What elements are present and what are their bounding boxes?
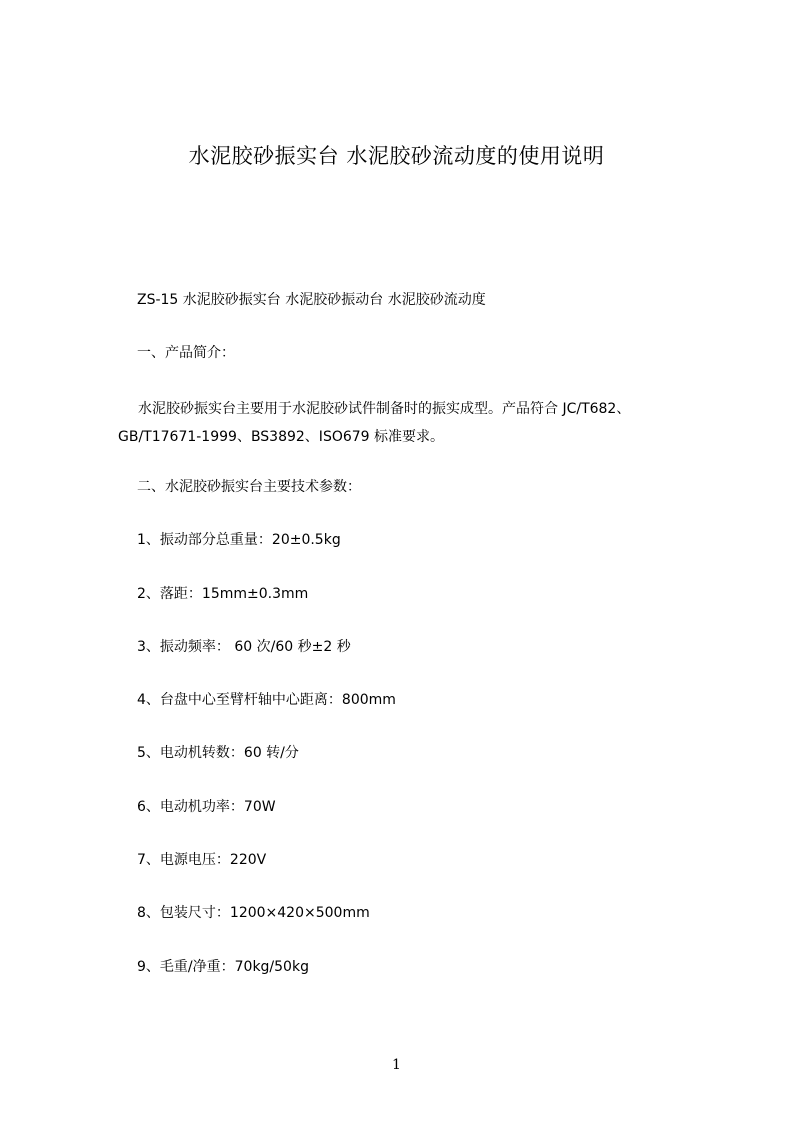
param-item: 3、振动频率： 60 次/60 秒±2 秒 bbox=[137, 639, 351, 655]
param-item: 6、电动机功率：70W bbox=[137, 799, 276, 815]
section-heading-params: 二、水泥胶砂振实台主要技术参数： bbox=[137, 479, 361, 495]
param-item: 5、电动机转数：60 转/分 bbox=[137, 745, 299, 761]
page-number: 1 bbox=[392, 1057, 401, 1073]
param-item: 4、台盘中心至臂杆轴中心距离：800mm bbox=[137, 692, 396, 708]
intro-paragraph bbox=[118, 395, 698, 451]
param-item: 9、毛重/净重：70kg/50kg bbox=[137, 959, 309, 975]
param-item: 8、包装尺寸：1200×420×500mm bbox=[137, 905, 370, 921]
product-subtitle: ZS-15 水泥胶砂振实台 水泥胶砂振动台 水泥胶砂流动度 bbox=[137, 292, 486, 308]
section-heading-intro: 一、产品简介： bbox=[137, 345, 235, 361]
param-item: 7、电源电压：220V bbox=[137, 852, 267, 868]
intro-paragraph-text: 水泥胶砂振实台主要用于水泥胶砂试件制备时的振实成型。产品符合 JC/T682、GB/T17671-1999、BS3892、ISO679 标准要求。 bbox=[118, 401, 631, 445]
param-item: 1、振动部分总重量：20±0.5kg bbox=[137, 532, 341, 548]
param-item: 2、落距：15mm±0.3mm bbox=[137, 586, 309, 602]
document-title: 水泥胶砂振实台 水泥胶砂流动度的使用说明 bbox=[188, 144, 605, 168]
